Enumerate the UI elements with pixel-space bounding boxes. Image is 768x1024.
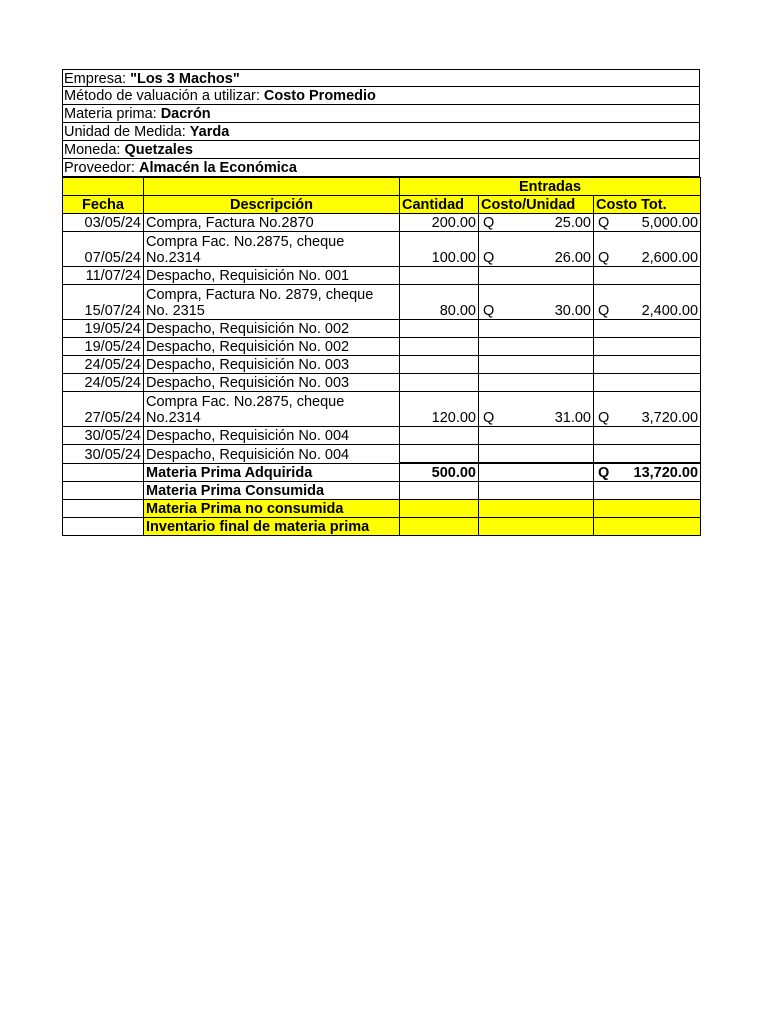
consumida-label[interactable]: Materia Prima Consumida (144, 482, 400, 500)
cantidad-cell[interactable] (400, 267, 479, 285)
blank-header-cell[interactable] (144, 178, 400, 196)
currency-symbol: Q (483, 250, 495, 266)
costo-total-cell[interactable] (594, 374, 701, 392)
costo-total-cell[interactable] (594, 320, 701, 338)
currency-symbol: Q (598, 410, 610, 426)
col-costo-total[interactable]: Costo Tot. (594, 196, 701, 214)
summary-blank[interactable] (63, 500, 144, 518)
costo-total-value: 5,000.00 (641, 215, 699, 231)
materia-label: Materia prima: (64, 106, 157, 122)
materia-row[interactable] (62, 105, 700, 123)
inventario-cantidad[interactable] (400, 518, 479, 536)
unidad-label: Unidad de Medida: (64, 124, 186, 140)
fecha-cell[interactable]: 24/05/24 (63, 374, 144, 392)
adquirida-cu[interactable] (479, 463, 594, 482)
table-row (63, 320, 701, 338)
costo-unidad-cell[interactable] (479, 392, 594, 427)
costo-unidad-cell[interactable] (479, 214, 594, 232)
descripcion-cell[interactable]: Despacho, Requisición No. 004 (144, 427, 400, 445)
descripcion-cell[interactable]: Despacho, Requisición No. 002 (144, 320, 400, 338)
costo-unidad-value: 30.00 (554, 303, 591, 319)
inventario-label[interactable]: Inventario final de materia prima (144, 518, 400, 536)
cantidad-cell[interactable] (400, 338, 479, 356)
unidad-value: Yarda (189, 124, 230, 140)
fecha-cell[interactable]: 30/05/24 (63, 445, 144, 464)
consumida-cantidad[interactable] (400, 482, 479, 500)
costo-total-value: 2,400.00 (641, 303, 699, 319)
metodo-value: Costo Promedio (263, 88, 376, 104)
costo-total-cell[interactable] (594, 214, 701, 232)
costo-total-cell[interactable] (594, 267, 701, 285)
fecha-cell[interactable]: 07/05/24 (63, 232, 144, 267)
fecha-cell[interactable]: 19/05/24 (63, 320, 144, 338)
moneda-value: Quetzales (124, 142, 193, 158)
fecha-cell[interactable]: 24/05/24 (63, 356, 144, 374)
currency-symbol: Q (483, 410, 495, 426)
fecha-cell[interactable]: 27/05/24 (63, 392, 144, 427)
costo-total-cell[interactable] (594, 356, 701, 374)
empresa-value: "Los 3 Machos" (130, 71, 240, 87)
empresa-label: Empresa: (64, 71, 127, 87)
fecha-cell[interactable]: 19/05/24 (63, 338, 144, 356)
currency-symbol: Q (598, 465, 610, 481)
unidad-row[interactable] (62, 123, 700, 141)
inventario-cu[interactable] (479, 518, 594, 536)
adquirida-ct-value: 13,720.00 (633, 465, 699, 481)
cantidad-cell[interactable] (400, 427, 479, 445)
cantidad-cell[interactable] (400, 374, 479, 392)
col-fecha[interactable]: Fecha (63, 196, 144, 214)
costo-unidad-cell[interactable] (479, 267, 594, 285)
costo-total-cell[interactable] (594, 232, 701, 267)
col-costo-unidad[interactable]: Costo/Unidad (479, 196, 594, 214)
cantidad-cell[interactable] (400, 356, 479, 374)
descripcion-cell[interactable]: Compra, Factura No. 2879, cheque No. 2315 (144, 285, 400, 320)
costo-unidad-value: 31.00 (554, 410, 591, 426)
header-block (62, 69, 700, 177)
costo-unidad-cell[interactable] (479, 338, 594, 356)
cantidad-cell[interactable]: 100.00 (400, 232, 479, 267)
costo-total-cell[interactable] (594, 285, 701, 320)
costo-unidad-value: 25.00 (554, 215, 591, 231)
summary-blank[interactable] (63, 463, 144, 482)
descripcion-cell[interactable]: Despacho, Requisición No. 002 (144, 338, 400, 356)
col-descripcion[interactable]: Descripción (144, 196, 400, 214)
adquirida-label[interactable]: Materia Prima Adquirida (144, 463, 400, 482)
col-cantidad[interactable]: Cantidad (400, 196, 479, 214)
costo-unidad-cell[interactable] (479, 232, 594, 267)
consumida-cu[interactable] (479, 482, 594, 500)
costo-total-cell[interactable] (594, 338, 701, 356)
table-row (63, 338, 701, 356)
fecha-cell[interactable]: 30/05/24 (63, 427, 144, 445)
costo-unidad-value: 26.00 (554, 250, 591, 266)
cantidad-cell[interactable]: 120.00 (400, 392, 479, 427)
moneda-row[interactable] (62, 141, 700, 159)
descripcion-cell[interactable]: Compra Fac. No.2875, cheque No.2314 (144, 392, 400, 427)
costo-unidad-cell[interactable] (479, 320, 594, 338)
summary-blank[interactable] (63, 518, 144, 536)
table-row (63, 427, 701, 445)
costo-total-value: 3,720.00 (641, 410, 699, 426)
empresa-row[interactable] (62, 69, 700, 87)
moneda-label: Moneda: (64, 142, 121, 158)
table-row (63, 232, 701, 267)
currency-symbol: Q (598, 250, 610, 266)
summary-blank[interactable] (63, 482, 144, 500)
costo-unidad-cell[interactable] (479, 285, 594, 320)
proveedor-value: Almacén la Económica (138, 160, 297, 176)
spreadsheet (62, 69, 700, 536)
costo-total-value: 2,600.00 (641, 250, 699, 266)
materia-value: Dacrón (160, 106, 211, 122)
table-row (63, 214, 701, 232)
blank-header-cell[interactable] (63, 178, 144, 196)
currency-symbol: Q (483, 215, 495, 231)
descripcion-cell[interactable]: Despacho, Requisición No. 003 (144, 356, 400, 374)
cantidad-cell[interactable]: 200.00 (400, 214, 479, 232)
no-consumida-cantidad[interactable] (400, 500, 479, 518)
table-row (63, 445, 701, 464)
currency-symbol: Q (598, 215, 610, 231)
costo-unidad-cell[interactable] (479, 427, 594, 445)
descripcion-cell[interactable]: Despacho, Requisición No. 001 (144, 267, 400, 285)
proveedor-row[interactable] (62, 159, 700, 177)
no-consumida-label[interactable]: Materia Prima no consumida (144, 500, 400, 518)
fecha-cell[interactable]: 15/07/24 (63, 285, 144, 320)
adquirida-costo-total[interactable] (594, 463, 701, 482)
no-consumida-ct[interactable] (594, 500, 701, 518)
table-row (63, 392, 701, 427)
costo-total-cell[interactable] (594, 427, 701, 445)
proveedor-label: Proveedor: (64, 160, 135, 176)
fecha-cell[interactable]: 03/05/24 (63, 214, 144, 232)
cantidad-cell[interactable] (400, 445, 479, 464)
descripcion-cell[interactable]: Despacho, Requisición No. 004 (144, 445, 400, 464)
inventario-ct[interactable] (594, 518, 701, 536)
summary-body (63, 463, 701, 536)
costo-unidad-cell[interactable] (479, 445, 594, 464)
fecha-cell[interactable]: 11/07/24 (63, 267, 144, 285)
table-row (63, 356, 701, 374)
metodo-label: Método de valuación a utilizar: (64, 88, 260, 104)
costo-unidad-cell[interactable] (479, 374, 594, 392)
costo-unidad-cell[interactable] (479, 356, 594, 374)
metodo-row[interactable] (62, 87, 700, 105)
table-row (63, 374, 701, 392)
table-body (63, 214, 701, 464)
cantidad-cell[interactable]: 80.00 (400, 285, 479, 320)
currency-symbol: Q (483, 303, 495, 319)
consumida-ct[interactable] (594, 482, 701, 500)
currency-symbol: Q (598, 303, 610, 319)
costo-total-cell[interactable] (594, 445, 701, 464)
costo-total-cell[interactable] (594, 392, 701, 427)
table-row (63, 285, 701, 320)
cantidad-cell[interactable] (400, 320, 479, 338)
table-row (63, 267, 701, 285)
kardex-table (62, 177, 701, 536)
no-consumida-cu[interactable] (479, 500, 594, 518)
entradas-header[interactable]: Entradas (400, 178, 701, 196)
descripcion-cell[interactable]: Compra, Factura No.2870 (144, 214, 400, 232)
descripcion-cell[interactable]: Despacho, Requisición No. 003 (144, 374, 400, 392)
adquirida-cantidad[interactable]: 500.00 (400, 463, 479, 482)
descripcion-cell[interactable]: Compra Fac. No.2875, cheque No.2314 (144, 232, 400, 267)
